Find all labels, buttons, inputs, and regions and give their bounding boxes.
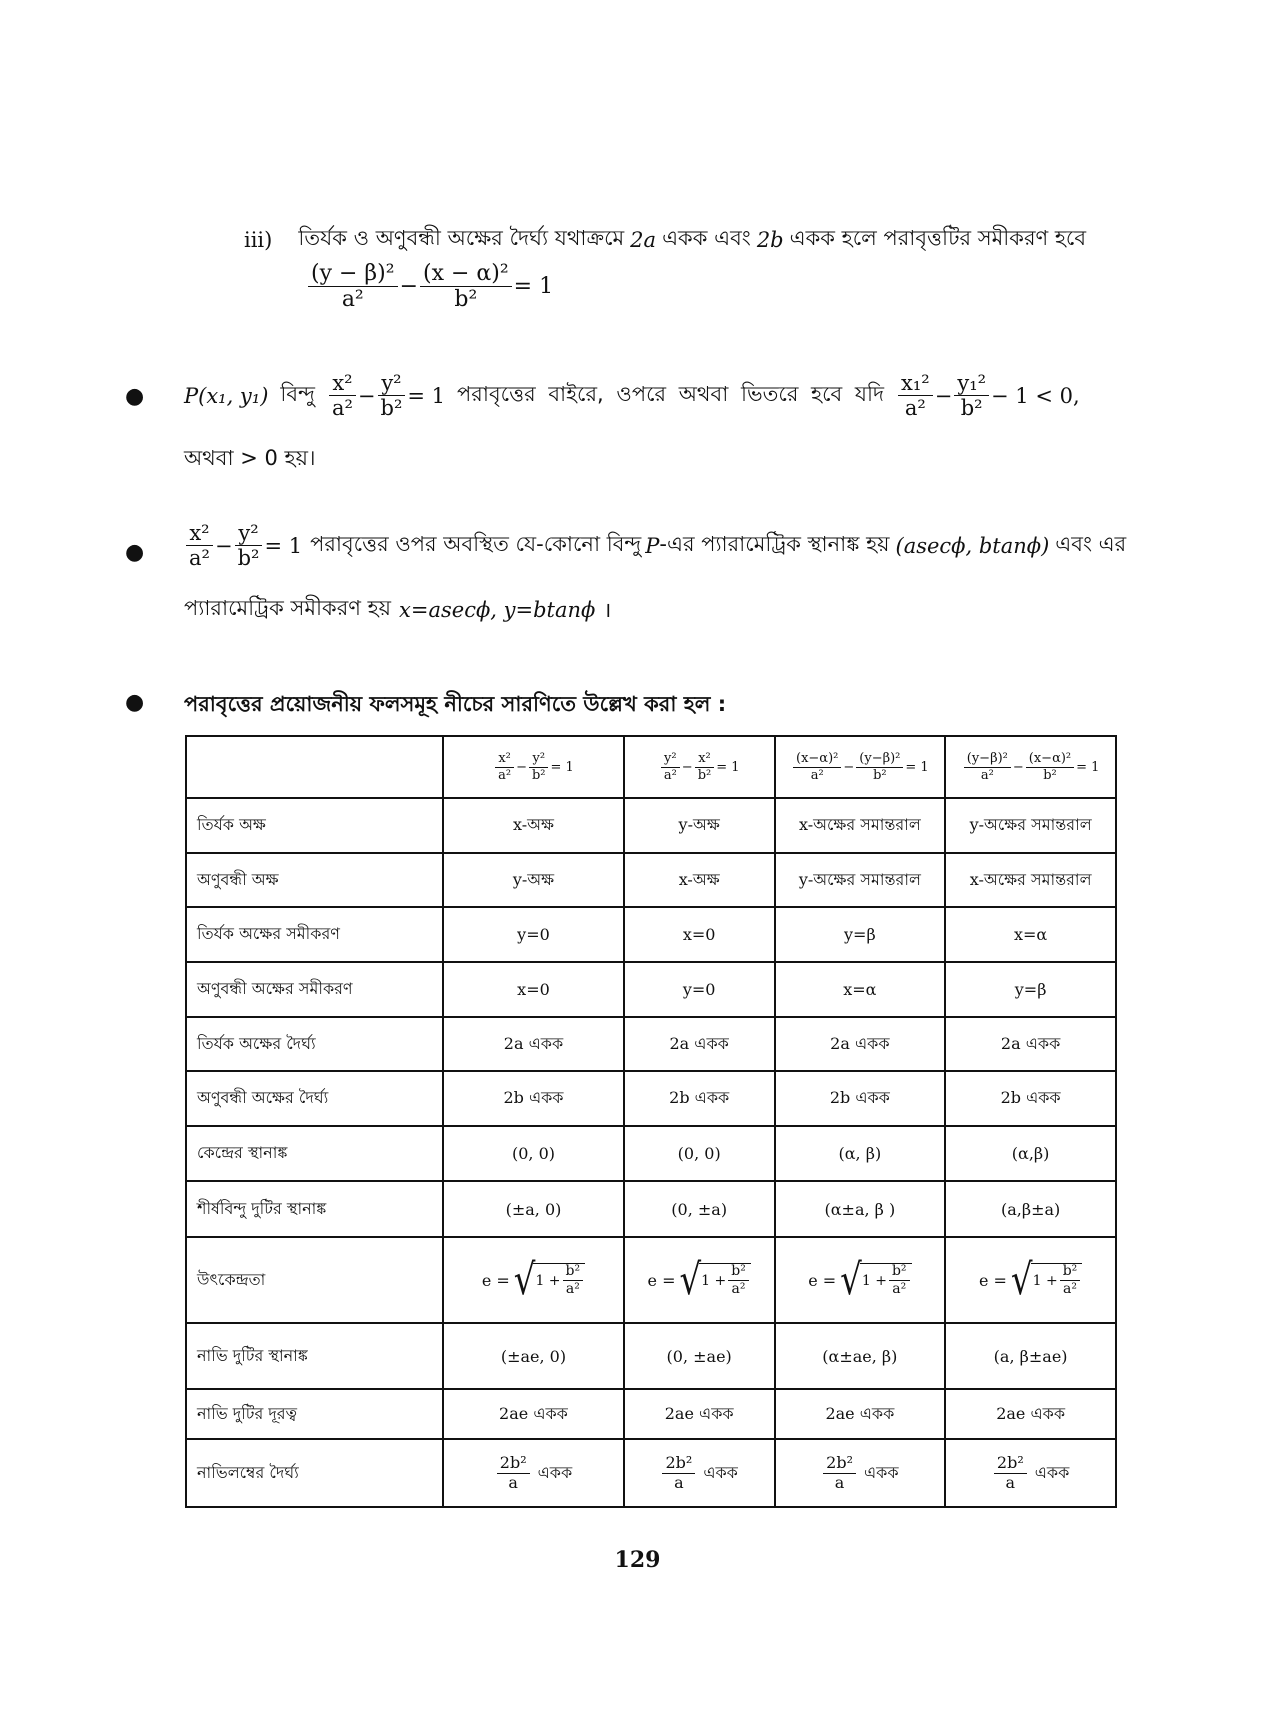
radical-sign: √ xyxy=(513,1255,536,1305)
table-cell: (α±ae, β) xyxy=(775,1323,946,1389)
equation-rhs: = 1 xyxy=(513,274,554,300)
eccentricity-cell xyxy=(775,1237,946,1323)
row-label: নাভিলম্বের দৈর্ঘ্য xyxy=(186,1439,443,1507)
length-value: 2b xyxy=(756,227,784,252)
row-label: উৎকেন্দ্রতা xyxy=(186,1237,443,1323)
latus-rectum-formula xyxy=(629,1452,770,1492)
fraction-denominator: a² xyxy=(498,767,512,783)
fraction-numerator: (y−β)² xyxy=(856,752,903,768)
table-cell: 2b একক xyxy=(775,1071,946,1126)
table-cell: (α,β) xyxy=(945,1126,1116,1181)
table-cell: (0, ±a) xyxy=(624,1181,775,1237)
radical-sign: √ xyxy=(840,1255,862,1305)
table-cell: x-অক্ষের সমান্তরাল xyxy=(775,798,946,853)
fraction-denominator: a xyxy=(1005,1472,1016,1492)
row-label: শীর্ষবিন্দু দুটির স্থানাঙ্ক xyxy=(186,1181,443,1237)
hyperbola-results-table xyxy=(185,735,1117,1508)
equation-rhs: = 1 xyxy=(1076,759,1100,775)
fraction-numerator: b² xyxy=(563,1264,584,1281)
item-marker: iii) xyxy=(244,227,273,252)
table-cell: y-অক্ষের সমান্তরাল xyxy=(945,798,1116,853)
table-cell: (0, 0) xyxy=(624,1126,775,1181)
radicand-one: 1 + xyxy=(1032,1272,1058,1289)
latus-cell xyxy=(945,1439,1116,1507)
table-cell: y=0 xyxy=(443,907,624,962)
fraction-numerator: (y − β)² xyxy=(308,262,398,287)
eccentricity-formula xyxy=(780,1255,941,1305)
bullet-text: পরাবৃত্তের ওপর অবস্থিত যে-কোনো বিন্দু xyxy=(310,532,642,557)
fraction-numerator: (x−α)² xyxy=(793,752,841,768)
row-label: নাভি দুটির স্থানাঙ্ক xyxy=(186,1323,443,1389)
fraction-numerator: b² xyxy=(1060,1264,1081,1281)
table-row xyxy=(186,1389,1116,1439)
table-cell: x-অক্ষের সমান্তরাল xyxy=(945,853,1116,907)
table-cell: y-অক্ষের সমান্তরাল xyxy=(775,853,946,907)
table-row xyxy=(186,1017,1116,1071)
bullet-dot: ● xyxy=(125,690,145,715)
fraction-numerator: b² xyxy=(728,1264,749,1281)
square-root xyxy=(1010,1255,1082,1305)
eccentricity-lhs: e = xyxy=(647,1270,676,1290)
radicand-one: 1 + xyxy=(535,1272,561,1289)
fraction-denominator: a² xyxy=(980,767,994,783)
fraction-denominator: b² xyxy=(454,287,478,313)
sentence-end: । xyxy=(603,597,612,622)
header-cell: $\frac{\text{(x−α)²}}{\text{a²}}$ − $\frac{\text{(y−β)²}}{\text{b²}}$ = 1 xyxy=(775,736,946,798)
radical-sign: √ xyxy=(1010,1255,1033,1305)
fraction-numerator: 2b² xyxy=(994,1455,1027,1474)
eccentricity-cell xyxy=(624,1237,775,1323)
page-number: 129 xyxy=(614,1547,661,1573)
row-label: অণুবন্ধী অক্ষের সমীকরণ xyxy=(186,962,443,1017)
row-label: অণুবন্ধী অক্ষের দৈর্ঘ্য xyxy=(186,1071,443,1126)
fraction-denominator: b² xyxy=(531,767,546,783)
table-cell: 2b একক xyxy=(443,1071,624,1126)
fraction-numerator: y² xyxy=(529,752,548,768)
table-cell: 2a একক xyxy=(624,1017,775,1071)
fraction-numerator: x² xyxy=(329,372,355,396)
bullet-text: এবং এর xyxy=(1055,532,1127,557)
radicand xyxy=(699,1263,751,1296)
table-cell: x=0 xyxy=(443,962,624,1017)
equation-rhs: = 1 xyxy=(905,759,929,775)
latus-cell xyxy=(775,1439,946,1507)
row-label: তির্যক অক্ষের দৈর্ঘ্য xyxy=(186,1017,443,1071)
bullet-1-line: P(x₁, y₁) বিন্দু $\frac{\text{x²}}{\text{a²}}$ − $\frac{\text{y²}}{\text{b²}}$ = 1 পরাবৃত্তের বাইরে, ওপরে অথবা ভিতরে হবে যদি $\frac{\text{x₁²}}{\text{a²}}$ − $\frac{\text{y₁²}}{\text{b²}}$ − 1 < 0, xyxy=(184,371,1080,421)
table-cell: (0, ±ae) xyxy=(624,1323,775,1389)
table-row-eccentricity xyxy=(186,1237,1116,1323)
bullet-dot: ● xyxy=(125,384,145,409)
fraction-numerator: (y−β)² xyxy=(964,752,1011,768)
latus-rectum-formula xyxy=(950,1452,1111,1492)
fraction-denominator: a² xyxy=(904,396,926,421)
table-cell: 2ae একক xyxy=(945,1389,1116,1439)
table-row xyxy=(186,962,1116,1017)
table-cell: 2ae একক xyxy=(443,1389,624,1439)
fraction-denominator: a² xyxy=(565,1281,580,1297)
table-row xyxy=(186,1071,1116,1126)
fraction-denominator: a² xyxy=(810,767,824,783)
table-cell: y=β xyxy=(775,907,946,962)
table-intro-heading: পরাবৃত্তের প্রয়োজনীয় ফলসমূহ নীচের সারণিতে উল্লেখ করা হল : xyxy=(184,692,727,716)
latus-rectum-formula xyxy=(780,1452,941,1492)
table-cell: (a, β±ae) xyxy=(945,1323,1116,1389)
eccentricity-lhs: e = xyxy=(481,1270,510,1290)
table-cell: x-অক্ষ xyxy=(443,798,624,853)
square-root xyxy=(840,1255,911,1305)
fraction-numerator: y² xyxy=(235,522,261,546)
unit-label: একক xyxy=(1034,1462,1070,1482)
table-cell: 2a একক xyxy=(443,1017,624,1071)
table-cell: y-অক্ষ xyxy=(443,853,624,907)
eccentricity-cell xyxy=(945,1237,1116,1323)
header-empty-cell xyxy=(186,736,443,798)
fraction-denominator: a² xyxy=(892,1281,907,1297)
fraction-numerator: (x−α)² xyxy=(1026,752,1074,768)
fraction-numerator: y² xyxy=(378,372,404,396)
row-label: তির্যক অক্ষের সমীকরণ xyxy=(186,907,443,962)
table-cell: (a,β±a) xyxy=(945,1181,1116,1237)
fraction-numerator: y₁² xyxy=(954,372,989,396)
fraction-denominator: b² xyxy=(1043,767,1057,783)
table-cell: (±a, 0) xyxy=(443,1181,624,1237)
fraction-denominator: a² xyxy=(1062,1281,1077,1297)
fraction-denominator: a xyxy=(674,1472,684,1492)
bullet-text: -এর প্যারামেট্রিক স্থানাঙ্ক হয় xyxy=(659,532,890,557)
item-text: তির্যক ও অণুবন্ধী অক্ষের দৈর্ঘ্য যথাক্রমে xyxy=(298,226,625,250)
fraction-denominator: a² xyxy=(189,546,210,571)
fraction-denominator: b² xyxy=(237,546,260,571)
table-cell: x=α xyxy=(775,962,946,1017)
unit-label: একক xyxy=(703,1462,738,1482)
fraction-denominator: a xyxy=(834,1472,845,1492)
bullet-2-line: $\frac{\text{x²}}{\text{a²}}$ − $\frac{\text{y²}}{\text{b²}}$ = 1 পরাবৃত্তের ওপর অবস্থিত যে-কোনো বিন্দু P -এর প্যারামেট্রিক স্থানাঙ্ক হয় (asecϕ, btanϕ) এবং এর xyxy=(184,522,1126,569)
radicand xyxy=(1031,1263,1083,1296)
table-cell: (α±a, β ) xyxy=(775,1181,946,1237)
table-row-latus-rectum xyxy=(186,1439,1116,1507)
square-root xyxy=(513,1255,585,1305)
unit-label: একক xyxy=(864,1462,899,1482)
fraction-denominator: a² xyxy=(331,396,353,421)
fraction-numerator: 2b² xyxy=(497,1455,530,1474)
minus-sign: − xyxy=(399,274,418,300)
table-row xyxy=(186,1323,1116,1389)
latus-rectum-formula xyxy=(448,1452,619,1492)
fraction-denominator: a² xyxy=(663,767,677,783)
table-cell: x=α xyxy=(945,907,1116,962)
radicand-one: 1 + xyxy=(861,1272,887,1289)
fraction-denominator: b² xyxy=(380,396,403,421)
equation-rhs: = 1 xyxy=(550,759,574,775)
parametric-equation: x=asecϕ, y=btanϕ xyxy=(399,597,596,622)
table-cell: 2b একক xyxy=(624,1071,775,1126)
fraction-numerator: 2b² xyxy=(662,1455,695,1474)
eccentricity-lhs: e = xyxy=(978,1270,1007,1290)
fraction-numerator: x² xyxy=(186,522,212,546)
length-value: 2a xyxy=(630,227,657,252)
fraction-denominator: b² xyxy=(960,396,983,421)
eccentricity-formula xyxy=(448,1255,619,1305)
row-label: তির্যক অক্ষ xyxy=(186,798,443,853)
fraction-numerator: y² xyxy=(661,752,680,768)
item-text: একক হলে পরাবৃত্তটির সমীকরণ হবে xyxy=(789,226,1087,250)
bullet-text: প্যারামেট্রিক সমীকরণ হয় xyxy=(184,596,392,620)
table-cell: 2ae একক xyxy=(775,1389,946,1439)
fraction-denominator: b² xyxy=(697,767,712,783)
eccentricity-formula xyxy=(950,1255,1111,1305)
table-row xyxy=(186,798,1116,853)
header-cell: $\frac{\text{x²}}{\text{a²}}$ − $\frac{\text{y²}}{\text{b²}}$ = 1 xyxy=(443,736,624,798)
square-root xyxy=(679,1255,750,1305)
equation-rhs: = 1 xyxy=(407,383,446,408)
header-cell: $\frac{\text{y²}}{\text{a²}}$ − $\frac{\text{x²}}{\text{b²}}$ = 1 xyxy=(624,736,775,798)
bullet-2-line-2 xyxy=(184,592,611,627)
equation-rhs: = 1 xyxy=(264,533,303,558)
fraction-numerator: b² xyxy=(889,1264,910,1281)
table-cell: y-অক্ষ xyxy=(624,798,775,853)
header-cell: $\frac{\text{(y−β)²}}{\text{a²}}$ − $\frac{\text{(x−α)²}}{\text{b²}}$ = 1 xyxy=(945,736,1116,798)
item-text: একক এবং xyxy=(662,226,751,250)
row-label: নাভি দুটির দূরত্ব xyxy=(186,1389,443,1439)
table-row xyxy=(186,853,1116,907)
fraction-numerator: (x − α)² xyxy=(420,262,512,287)
condition-rhs: − 1 < 0, xyxy=(991,383,1080,408)
point-label: P xyxy=(645,533,660,558)
row-label: অণুবন্ধী অক্ষ xyxy=(186,853,443,907)
latus-cell xyxy=(443,1439,624,1507)
row-label: কেন্দ্রের স্থানাঙ্ক xyxy=(186,1126,443,1181)
hyperbola-equation-iii xyxy=(306,262,553,311)
fraction-denominator: b² xyxy=(873,767,887,783)
bullet-text: পরাবৃত্তের বাইরে, ওপরে অথবা ভিতরে হবে যদি xyxy=(457,382,885,407)
table-row xyxy=(186,907,1116,962)
table-row xyxy=(186,1126,1116,1181)
table-cell: y=β xyxy=(945,962,1116,1017)
fraction-denominator: a xyxy=(508,1472,518,1492)
item-iii-line xyxy=(244,222,1086,257)
eccentricity-lhs: e = xyxy=(808,1270,837,1290)
fraction-denominator: a² xyxy=(341,287,364,313)
fraction-numerator: x² xyxy=(495,752,514,768)
bullet-text: বিন্দু xyxy=(280,382,315,407)
parametric-coordinates: (asecϕ, btanϕ) xyxy=(895,533,1050,558)
table-cell: x-অক্ষ xyxy=(624,853,775,907)
point-label: P(x₁, y₁) xyxy=(184,383,269,408)
table-cell: 2ae একক xyxy=(624,1389,775,1439)
bullet-1-line-2: অথবা > 0 হয়। xyxy=(184,446,316,470)
radical-sign: √ xyxy=(679,1255,702,1305)
eccentricity-formula xyxy=(629,1255,770,1305)
eccentricity-cell xyxy=(443,1237,624,1323)
table-cell: (α, β) xyxy=(775,1126,946,1181)
table-cell: x=0 xyxy=(624,907,775,962)
fraction-numerator: x² xyxy=(695,752,714,768)
table-cell: 2b একক xyxy=(945,1071,1116,1126)
table-row xyxy=(186,1181,1116,1237)
radicand xyxy=(860,1263,912,1296)
bullet-dot: ● xyxy=(125,540,145,565)
equation-rhs: = 1 xyxy=(716,759,740,775)
table-cell: y=0 xyxy=(624,962,775,1017)
table-cell: (0, 0) xyxy=(443,1126,624,1181)
latus-cell xyxy=(624,1439,775,1507)
fraction-numerator: 2b² xyxy=(823,1455,856,1474)
unit-label: একক xyxy=(537,1462,573,1482)
table-cell: 2a একক xyxy=(775,1017,946,1071)
radicand-one: 1 + xyxy=(701,1272,727,1289)
radicand xyxy=(533,1263,585,1296)
table-cell: 2a একক xyxy=(945,1017,1116,1071)
table-header-row xyxy=(186,736,1116,798)
table-cell: (±ae, 0) xyxy=(443,1323,624,1389)
fraction-numerator: x₁² xyxy=(898,372,933,396)
fraction-denominator: a² xyxy=(731,1281,746,1297)
